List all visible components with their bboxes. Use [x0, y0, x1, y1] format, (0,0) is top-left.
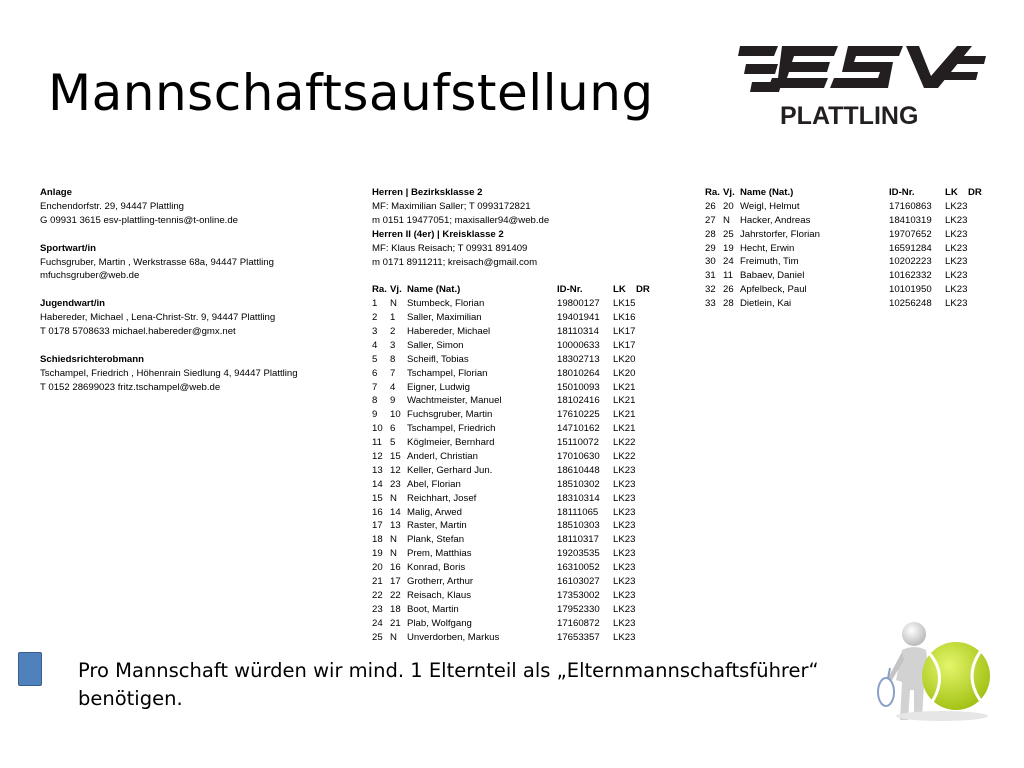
- player-name: Konrad, Boris: [407, 562, 466, 574]
- player-id: 17010630: [557, 451, 600, 463]
- player-prev-rank: 4: [390, 381, 396, 393]
- player-id: 17160863: [889, 200, 932, 212]
- player-lk: LK15: [613, 298, 636, 310]
- player-id: 19401941: [557, 312, 600, 324]
- player-lk: LK21: [613, 381, 636, 393]
- player-lk: LK23: [945, 200, 968, 212]
- contact-line: T 0178 5708633 michael.habereder@gmx.net: [40, 326, 236, 338]
- player-prev-rank: 2: [390, 326, 396, 337]
- player-prev-rank: 14: [390, 506, 401, 518]
- player-id: 16103027: [557, 576, 600, 588]
- header-vj: Vj.: [723, 187, 735, 198]
- table-row: [372, 436, 692, 450]
- table-row: [705, 255, 1005, 269]
- esv-plattling-logo: [738, 40, 988, 130]
- player-prev-rank: 5: [390, 437, 396, 449]
- player-rank: 20: [372, 562, 383, 574]
- player-id: 18110314: [557, 326, 599, 337]
- player-id: 19707652: [889, 228, 932, 240]
- player-lk: LK23: [613, 478, 636, 490]
- player-rank: 13: [372, 464, 383, 476]
- player-name: Dietlein, Kai: [740, 298, 792, 310]
- player-lk: LK17: [613, 326, 636, 337]
- player-id: 17353002: [557, 589, 600, 601]
- player-rank: 16: [372, 506, 383, 518]
- player-prev-rank: 13: [390, 520, 401, 532]
- player-rank: 19: [372, 548, 383, 560]
- player-rank: 27: [705, 214, 716, 226]
- player-lk: LK23: [613, 506, 636, 518]
- player-prev-rank: N: [390, 534, 397, 546]
- table-row: [372, 381, 692, 395]
- player-rank: 9: [372, 409, 378, 421]
- player-name: Anderl, Christian: [407, 451, 478, 463]
- player-rank: 26: [705, 200, 716, 212]
- player-lk: LK23: [945, 298, 968, 310]
- player-name: Apfelbeck, Paul: [740, 284, 807, 296]
- player-prev-rank: 8: [390, 353, 396, 365]
- player-lk: LK23: [613, 576, 636, 588]
- player-name: Babaev, Daniel: [740, 270, 805, 282]
- player-name: Tschampel, Florian: [407, 367, 488, 379]
- player-rank: 6: [372, 367, 378, 379]
- table-row: [372, 367, 692, 381]
- player-name: Wachtmeister, Manuel: [407, 395, 502, 407]
- player-rank: 10: [372, 423, 383, 435]
- header-dr: DR: [636, 284, 650, 296]
- player-name: Scheifl, Tobias: [407, 353, 469, 365]
- player-prev-rank: 22: [390, 589, 401, 601]
- player-rank: 17: [372, 520, 383, 532]
- player-name: Keller, Gerhard Jun.: [407, 464, 493, 476]
- player-name: Stumbeck, Florian: [407, 298, 485, 310]
- team-roster-column-right: [705, 186, 1005, 311]
- team2-contact: m 0171 8911211; kreisach@gmail.com: [372, 256, 538, 268]
- square-bullet-icon: [18, 652, 42, 686]
- player-prev-rank: 3: [390, 339, 396, 351]
- contact-heading: Anlage: [40, 187, 72, 198]
- table-row: [705, 297, 1005, 311]
- header-name: Name (Nat.): [407, 284, 461, 296]
- player-prev-rank: 10: [390, 409, 401, 421]
- player-rank: 4: [372, 339, 378, 351]
- player-id: 17653357: [557, 631, 600, 643]
- roster-rows-right: [705, 200, 1005, 311]
- table-row: [372, 353, 692, 367]
- table-row: [372, 325, 692, 339]
- player-name: Plank, Stefan: [407, 534, 465, 546]
- table-row: [372, 533, 692, 547]
- contact-line: G 09931 3615 esv-plattling-tennis@t-online.de: [40, 214, 239, 226]
- player-prev-rank: 18: [390, 603, 401, 615]
- player-prev-rank: 23: [390, 478, 401, 490]
- player-name: Saller, Maximilian: [407, 312, 482, 324]
- player-name: Abel, Florian: [407, 478, 461, 490]
- player-rank: 31: [705, 270, 716, 282]
- table-row: [372, 589, 692, 603]
- team2-title: Herren II (4er) | Kreisklasse 2: [372, 228, 504, 240]
- player-prev-rank: 19: [723, 242, 734, 254]
- player-lk: LK23: [613, 617, 636, 629]
- player-prev-rank: 6: [390, 423, 396, 435]
- player-rank: 1: [372, 298, 378, 310]
- player-prev-rank: 1: [390, 312, 396, 324]
- table-row: [372, 422, 692, 436]
- table-row: [372, 631, 692, 645]
- player-rank: 3: [372, 326, 378, 337]
- team2-captain: MF: Klaus Reisach; T 09931 891409: [372, 242, 528, 254]
- player-prev-rank: N: [390, 631, 397, 643]
- header-lk: LK: [945, 187, 958, 198]
- player-name: Raster, Martin: [407, 520, 467, 532]
- contact-block-sportwart: [40, 242, 360, 284]
- player-prev-rank: 7: [390, 367, 396, 379]
- player-lk: LK23: [613, 492, 636, 504]
- player-lk: LK23: [945, 270, 968, 282]
- player-id: 15110072: [557, 437, 599, 449]
- table-row: [372, 297, 692, 311]
- player-lk: LK23: [945, 242, 968, 254]
- player-rank: 23: [372, 603, 383, 615]
- player-lk: LK17: [613, 339, 636, 351]
- player-lk: LK23: [613, 464, 636, 476]
- roster-rows-left: [372, 297, 692, 644]
- player-name: Freimuth, Tim: [740, 256, 799, 268]
- player-lk: LK20: [613, 353, 636, 365]
- player-name: Köglmeier, Bernhard: [407, 437, 495, 449]
- player-lk: LK23: [613, 631, 636, 643]
- player-lk: LK20: [613, 367, 636, 379]
- player-lk: LK21: [613, 409, 636, 421]
- contact-block-schiedsrichter: [40, 353, 360, 395]
- player-prev-rank: 24: [723, 256, 734, 268]
- player-name: Weigl, Helmut: [740, 200, 800, 212]
- player-name: Prem, Matthias: [407, 548, 472, 560]
- player-rank: 2: [372, 312, 378, 324]
- player-prev-rank: 28: [723, 298, 734, 310]
- contact-line: T 0152 28699023 fritz.tschampel@web.de: [40, 381, 221, 393]
- player-id: 18610448: [557, 464, 600, 476]
- player-rank: 30: [705, 256, 716, 268]
- table-row: [372, 492, 692, 506]
- table-row: [705, 214, 1005, 228]
- table-row: [372, 450, 692, 464]
- player-rank: 18: [372, 534, 383, 546]
- player-lk: LK23: [613, 589, 636, 601]
- player-lk: LK23: [613, 562, 636, 574]
- player-name: Unverdorben, Markus: [407, 631, 500, 643]
- logo-plattling-text: PLATTLING: [780, 102, 919, 130]
- roster-header: [372, 283, 692, 297]
- player-id: 16310052: [557, 562, 600, 574]
- table-row: [372, 311, 692, 325]
- player-rank: 15: [372, 492, 383, 504]
- player-id: 10101950: [889, 284, 932, 296]
- player-name: Tschampel, Friedrich: [407, 423, 496, 435]
- player-id: 19800127: [557, 298, 600, 310]
- team-roster-column: [372, 186, 692, 644]
- player-name: Reichhart, Josef: [407, 492, 477, 504]
- player-lk: LK23: [945, 256, 968, 268]
- contact-heading: Jugendwart/in: [40, 298, 106, 310]
- player-prev-rank: 20: [723, 200, 734, 212]
- player-prev-rank: 11: [723, 270, 733, 282]
- player-id: 17160872: [557, 617, 600, 629]
- player-name: Plab, Wolfgang: [407, 617, 472, 629]
- player-id: 18110317: [557, 534, 599, 546]
- header-lk: LK: [613, 284, 626, 296]
- player-lk: LK23: [613, 548, 636, 560]
- player-name: Saller, Simon: [407, 339, 464, 351]
- player-lk: LK23: [945, 214, 968, 226]
- contact-line: mfuchsgruber@web.de: [40, 270, 140, 282]
- player-prev-rank: N: [390, 298, 397, 310]
- table-row: [705, 269, 1005, 283]
- player-rank: 22: [372, 589, 383, 601]
- player-rank: 11: [372, 437, 382, 449]
- player-id: 19203535: [557, 548, 600, 560]
- contact-heading: Sportwart/in: [40, 242, 96, 254]
- header-ra: Ra.: [372, 284, 387, 296]
- tennis-figure-icon: [872, 620, 992, 724]
- header-id: ID-Nr.: [889, 187, 915, 198]
- player-id: 18102416: [557, 395, 600, 407]
- team1-title: Herren | Bezirksklasse 2: [372, 187, 483, 198]
- player-name: Hecht, Erwin: [740, 242, 795, 254]
- header-name: Name (Nat.): [740, 187, 794, 198]
- player-rank: 28: [705, 228, 716, 240]
- player-id: 15010093: [557, 381, 600, 393]
- player-id: 18510302: [557, 478, 600, 490]
- player-prev-rank: 25: [723, 228, 734, 240]
- player-id: 18310314: [557, 492, 600, 504]
- table-row: [372, 519, 692, 533]
- contact-heading: Schiedsrichterobmann: [40, 353, 144, 365]
- table-row: [372, 561, 692, 575]
- team1-captain: MF: Maximilian Saller; T 0993172821: [372, 200, 531, 212]
- player-prev-rank: N: [390, 492, 397, 504]
- player-name: Eigner, Ludwig: [407, 381, 470, 393]
- contact-line: Habereder, Michael , Lena-Christ-Str. 9, 94447 Plattling: [40, 312, 276, 324]
- player-rank: 25: [372, 631, 383, 643]
- player-lk: LK23: [613, 603, 636, 615]
- contact-line: Fuchsgruber, Martin , Werkstrasse 68a, 94447 Plattling: [40, 256, 274, 268]
- player-name: Boot, Martin: [407, 603, 459, 615]
- table-row: [372, 575, 692, 589]
- player-id: 10000633: [557, 339, 600, 351]
- player-prev-rank: 9: [390, 395, 396, 407]
- player-id: 18302713: [557, 353, 600, 365]
- page-title: Mannschaftsaufstellung: [48, 63, 654, 122]
- table-row: [372, 394, 692, 408]
- table-row: [372, 603, 692, 617]
- table-row: [372, 478, 692, 492]
- player-name: Jahrstorfer, Florian: [740, 228, 820, 240]
- player-name: Grotherr, Arthur: [407, 576, 474, 588]
- player-prev-rank: 26: [723, 284, 734, 296]
- bullet-text: Pro Mannschaft würden wir mind. 1 Elternteil als „Elternmannschaftsführer“ benötigen.: [78, 659, 819, 710]
- header-ra: Ra.: [705, 187, 720, 198]
- team-document: [36, 186, 996, 646]
- contacts-column: [40, 186, 360, 408]
- player-name: Reisach, Klaus: [407, 589, 471, 601]
- player-rank: 32: [705, 284, 716, 296]
- table-row: [372, 464, 692, 478]
- table-row: [705, 283, 1005, 297]
- table-row: [372, 339, 692, 353]
- player-id: 10202223: [889, 256, 932, 268]
- table-row: [372, 408, 692, 422]
- player-lk: LK22: [613, 451, 636, 463]
- player-rank: 5: [372, 353, 378, 365]
- table-row: [372, 547, 692, 561]
- header-dr: DR: [968, 187, 982, 198]
- table-row: [372, 617, 692, 631]
- player-prev-rank: 16: [390, 562, 401, 574]
- player-id: 17952330: [557, 603, 600, 615]
- player-rank: 14: [372, 478, 383, 490]
- player-prev-rank: 17: [390, 576, 401, 588]
- player-lk: LK21: [613, 423, 636, 435]
- player-name: Malig, Arwed: [407, 506, 462, 518]
- player-id: 17610225: [557, 409, 600, 421]
- team1-contact: m 0151 19477051; maxisaller94@web.de: [372, 214, 550, 226]
- player-name: Habereder, Michael: [407, 326, 491, 337]
- contact-block-jugendwart: [40, 297, 360, 339]
- contact-line: Enchendorfstr. 29, 94447 Plattling: [40, 200, 185, 212]
- player-id: 18410319: [889, 214, 932, 226]
- player-lk: LK22: [613, 437, 636, 449]
- player-name: Fuchsgruber, Martin: [407, 409, 493, 421]
- player-rank: 24: [372, 617, 383, 629]
- player-rank: 33: [705, 298, 716, 310]
- contact-line: Tschampel, Friedrich , Höhenrain Siedlung 4, 94447 Plattling: [40, 367, 298, 379]
- player-rank: 7: [372, 381, 378, 393]
- player-id: 10256248: [889, 298, 932, 310]
- player-id: 10162332: [889, 270, 932, 282]
- table-row: [705, 228, 1005, 242]
- player-prev-rank: N: [390, 548, 397, 560]
- player-rank: 21: [372, 576, 383, 588]
- player-prev-rank: N: [723, 214, 730, 226]
- player-prev-rank: 12: [390, 464, 401, 476]
- player-prev-rank: 15: [390, 451, 401, 463]
- player-prev-rank: 21: [390, 617, 401, 629]
- table-row: [372, 506, 692, 520]
- table-row: [705, 242, 1005, 256]
- player-rank: 12: [372, 451, 383, 463]
- header-id: ID-Nr.: [557, 284, 583, 296]
- player-id: 18111065: [557, 506, 599, 518]
- player-id: 14710162: [557, 423, 600, 435]
- player-id: 18510303: [557, 520, 600, 532]
- player-lk: LK23: [945, 284, 968, 296]
- player-lk: LK23: [945, 228, 968, 240]
- player-rank: 29: [705, 242, 716, 254]
- player-lk: LK23: [613, 534, 636, 546]
- roster-header: [705, 186, 1005, 200]
- header-vj: Vj.: [390, 284, 402, 296]
- player-rank: 8: [372, 395, 378, 407]
- player-name: Hacker, Andreas: [740, 214, 811, 226]
- player-lk: LK21: [613, 395, 636, 407]
- table-row: [705, 200, 1005, 214]
- player-lk: LK23: [613, 520, 636, 532]
- player-id: 16591284: [889, 242, 932, 254]
- player-id: 18010264: [557, 367, 600, 379]
- player-lk: LK16: [613, 312, 636, 324]
- contact-block-anlage: [40, 186, 360, 228]
